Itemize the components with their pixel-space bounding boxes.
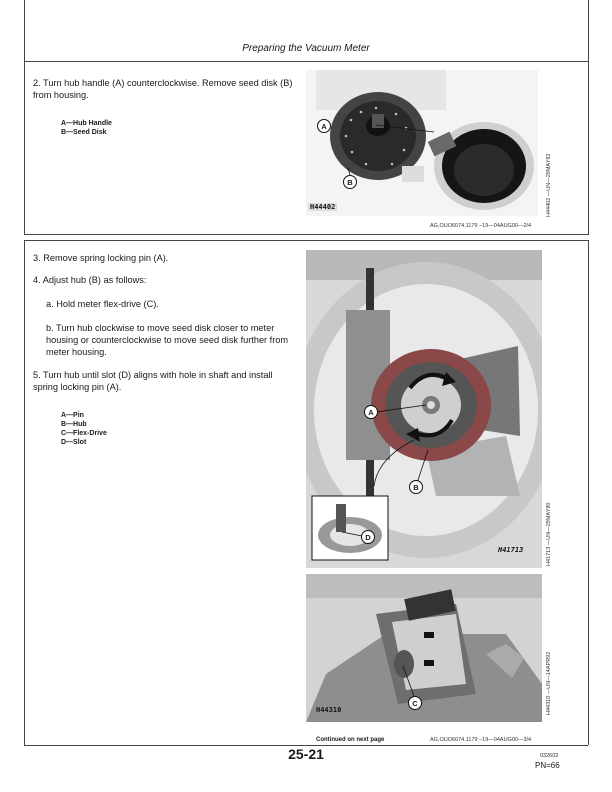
callout-a: A — [317, 119, 331, 133]
step-5: 5. Turn hub until slot (D) aligns with hole in shaft and install spring locking pin (A). — [33, 370, 273, 392]
callout-c: C — [408, 696, 422, 710]
continued-note: Continued on next page — [316, 737, 385, 743]
legend — [61, 119, 112, 137]
reference-code: AG,OUO6074,1179 –19—04AUG00—2/4 — [430, 223, 532, 229]
callout-b: B — [343, 175, 357, 189]
legend-item: D—Slot — [61, 439, 87, 446]
page-number: 25-21 — [288, 746, 324, 762]
legend-item: C—Flex-Drive — [61, 430, 107, 437]
flex-drive-photo — [306, 574, 542, 722]
photo-id: H41713 — [498, 546, 524, 554]
legend-item: B—Hub — [61, 421, 87, 428]
legend-item: A—Hub Handle — [61, 120, 112, 127]
legend-item: A—Pin — [61, 412, 84, 419]
seed-disk-photo — [306, 70, 538, 216]
callout-a: A — [364, 405, 378, 419]
figure-code: H44310 —UN—14APR92 — [546, 651, 552, 715]
pn-code: PN=66 — [535, 761, 560, 770]
date-code: 032602 — [540, 753, 559, 759]
step-4a: a. Hold meter flex-drive (C). — [46, 299, 159, 309]
page-title: Preparing the Vacuum Meter — [242, 43, 370, 54]
figure-code: H44402 —UN—29MAY92 — [546, 153, 552, 217]
step-4: 4. Adjust hub (B) as follows: — [33, 275, 147, 285]
photo-id: H44402 — [310, 203, 336, 211]
callout-b: B — [409, 480, 423, 494]
reference-code: AG,OUO6074,1179 –19—04AUG00—3/4 — [430, 737, 532, 743]
legend-item: B—Seed Disk — [61, 129, 107, 136]
step-2: 2. Turn hub handle (A) counterclockwise. Remove seed disk (B) from housing. — [33, 78, 293, 100]
step-4b: b. Turn hub clockwise to move seed disk closer to meter housing or counterclockwise to move seed disk further from meter housing. — [46, 323, 289, 357]
step-3: 3. Remove spring locking pin (A). — [33, 253, 169, 263]
figure-code: H41713 —UN—29MAY90 — [546, 502, 552, 566]
photo-id: H44310 — [316, 706, 342, 714]
callout-d: D — [361, 530, 375, 544]
hub-adjust-photo — [306, 250, 542, 568]
legend — [61, 411, 107, 447]
